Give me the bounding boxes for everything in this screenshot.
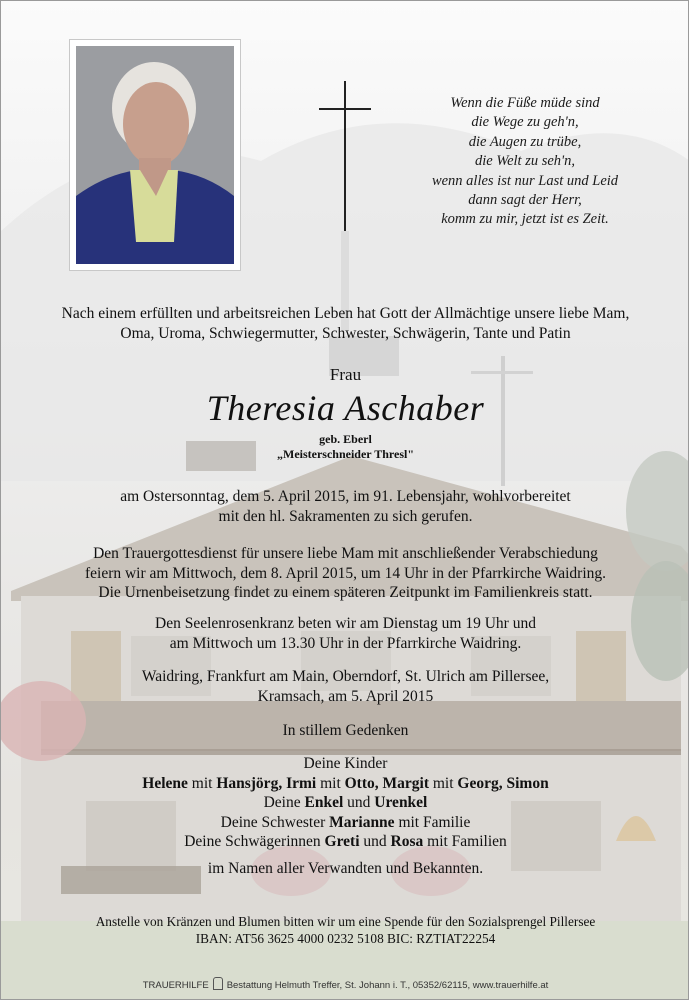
- candle-icon: [213, 977, 223, 990]
- footer-brand: TRAUERHILFE: [142, 980, 209, 991]
- family-name: Urenkel: [374, 794, 428, 811]
- funeral-line: feiern wir am Mittwoch, dem 8. April 2015, um 14 Uhr in der Pfarrkirche Waidring.: [84, 564, 607, 582]
- donation-info: [1, 913, 689, 947]
- death-notice: [1, 487, 689, 526]
- kids-label: Deine Kinder: [303, 755, 388, 772]
- connector: Deine: [263, 794, 305, 811]
- connector: und: [343, 794, 375, 811]
- poem-line: wenn alles ist nur Last und Leid: [431, 172, 619, 189]
- funeral-line: Den Trauergottesdienst für unsere liebe Mam mit anschließender Verabschiedung: [93, 545, 598, 562]
- donation-line: Anstelle von Kränzen und Blumen bitten wir um eine Spende für den Sozialsprengel Pillersee: [95, 914, 596, 929]
- portrait-photo: [76, 46, 234, 264]
- intro-text: [1, 304, 689, 344]
- family-name: Irmi: [286, 774, 317, 792]
- family-name: Otto,: [344, 774, 379, 792]
- connector: und: [359, 833, 391, 850]
- deceased-name: Theresia Aschaber: [206, 388, 485, 428]
- connector: mit: [316, 774, 345, 792]
- rosary-line: Den Seelenrosenkranz beten wir am Dienstag um 19 Uhr und: [155, 615, 536, 632]
- cross-icon-bar: [319, 108, 371, 110]
- family-name: Helene: [142, 774, 188, 792]
- connector: Deine Schwester: [220, 813, 330, 831]
- death-notice-line: mit den hl. Sakramenten zu sich gerufen.: [218, 507, 473, 525]
- poem-line: komm zu mir, jetzt ist es Zeit.: [441, 211, 609, 228]
- connector: Deine Schwägerinnen: [184, 833, 325, 850]
- family-name: Georg,: [457, 774, 503, 792]
- sister-line: [1, 813, 689, 833]
- funeral-line: Die Urnenbeisetzung findet zu einem späteren Zeitpunkt im Familienkreis statt.: [98, 584, 593, 601]
- poem-line: Wenn die Füße müde sind: [450, 95, 600, 111]
- connector: mit Familien: [423, 833, 507, 850]
- rosary-line: am Mittwoch um 13.30 Uhr in der Pfarrkirche Waidring.: [169, 634, 522, 652]
- remembrance: In stillem Gedenken: [282, 722, 409, 739]
- family-list: [1, 754, 689, 852]
- family-name: Margit: [382, 774, 429, 792]
- family-name: Hansjörg,: [216, 774, 283, 792]
- footer: [1, 977, 689, 991]
- salutation: Frau: [329, 365, 362, 384]
- poem-line: dann sagt der Herr,: [468, 192, 582, 209]
- grandchildren-line: [1, 793, 689, 813]
- poem-line: die Wege zu geh'n,: [471, 114, 579, 131]
- place-date-line: Waidring, Frankfurt am Main, Oberndorf, St. Ulrich am Pillersee,: [141, 668, 550, 685]
- inlaws-line: [1, 832, 689, 852]
- portrait-frame: [69, 39, 241, 271]
- bank-details: IBAN: AT56 3625 4000 0232 5108 BIC: RZTIAT22254: [195, 931, 496, 946]
- footer-text: Bestattung Helmuth Treffer, St. Johann i. T., 05352/62115, www.trauerhilfe.at: [226, 980, 549, 991]
- birth-name-block: [1, 432, 689, 462]
- family-name: Simon: [506, 774, 549, 792]
- intro-line: Oma, Uroma, Schwiegermutter, Schwester, Schwägerin, Tante und Patin: [120, 325, 571, 342]
- family-name: Marianne: [329, 813, 395, 831]
- rosary-info: [1, 614, 689, 653]
- poem-line: die Welt zu seh'n,: [474, 153, 576, 170]
- relatives-line: im Namen aller Verwandten und Bekannten.: [207, 860, 484, 877]
- poem: [401, 94, 649, 230]
- connector: mit: [187, 774, 217, 792]
- cross-icon: [344, 81, 346, 231]
- nickname: „Meisterschneider Thresl": [277, 447, 414, 461]
- place-date: [1, 667, 689, 706]
- birth-name: geb. Eberl: [319, 432, 372, 446]
- intro-line: Nach einem erfüllten und arbeitsreichen Leben hat Gott der Allmächtige unsere liebe Mam,: [61, 305, 630, 322]
- place-date-line: Kramsach, am 5. April 2015: [257, 687, 434, 705]
- family-name: Enkel: [304, 794, 344, 811]
- kids-line: [1, 774, 689, 794]
- funeral-info: [1, 544, 689, 603]
- poem-line: die Augen zu trübe,: [468, 133, 582, 150]
- family-name: Rosa: [390, 833, 424, 850]
- family-name: Greti: [324, 833, 360, 850]
- death-notice-line: am Ostersonntag, dem 5. April 2015, im 91. Lebensjahr, wohlvorbereitet: [120, 488, 571, 505]
- connector: mit: [429, 774, 458, 792]
- connector: mit Familie: [394, 813, 471, 831]
